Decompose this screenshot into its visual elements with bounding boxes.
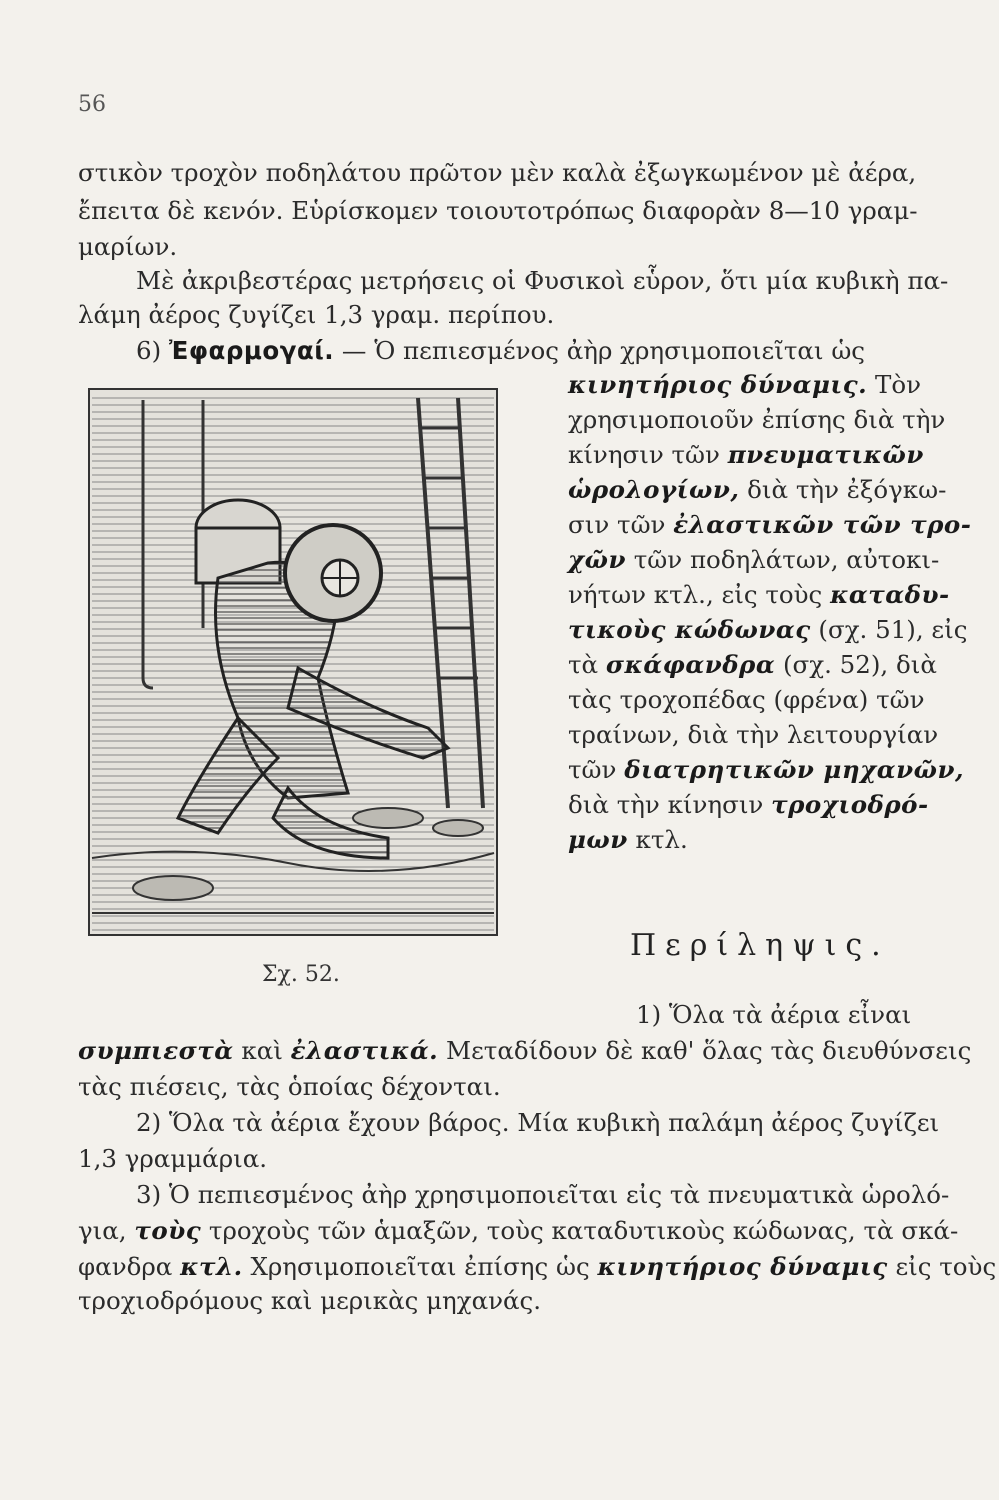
text-line xyxy=(568,650,937,680)
text-segment: τραίνων, διὰ τὴν λειτουργίαν xyxy=(568,720,939,749)
text-line xyxy=(78,1286,541,1316)
text-line: μαρίων. xyxy=(78,232,178,261)
text-segment: κίνησιν τῶν xyxy=(568,440,728,469)
text-line xyxy=(568,615,967,645)
emphasized-term: καταδυ- xyxy=(830,580,950,609)
text-segment: Τὸν xyxy=(867,370,921,399)
text-line xyxy=(78,1072,501,1102)
text-line xyxy=(78,1144,267,1174)
text-line xyxy=(568,685,925,715)
text-line xyxy=(78,1252,996,1282)
text-segment: (σχ. 51), εἰς xyxy=(810,615,968,644)
text-segment: τροχιοδρόμους καὶ μερικὰς μηχανάς. xyxy=(78,1286,542,1315)
text-segment: νήτων κτλ., εἰς τοὺς xyxy=(568,580,831,609)
text-line xyxy=(136,1180,949,1210)
text-line: στικὸν τροχὸν ποδηλάτου πρῶτον μὲν καλὰ ἐξωγκωμένον μὲ ἀέρα, xyxy=(78,158,917,187)
text-segment: τὰς πιέσεις, τὰς ὁποίας δέχονται. xyxy=(78,1072,501,1101)
text-line xyxy=(568,475,946,505)
text-segment: τῶν ποδηλάτων, αὐτοκι- xyxy=(625,545,940,574)
text-line xyxy=(568,440,924,470)
text-segment: φανδρα xyxy=(78,1252,181,1281)
text-segment: Μεταδίδουν δὲ καθ' ὅλας τὰς διευθύνσεις xyxy=(438,1036,972,1065)
text-segment: χρησιμοποιοῦν ἐπίσης διὰ τὴν xyxy=(568,405,946,434)
section-intro-text: — Ὁ πεπιεσμένος ἀὴρ χρησιμοποιεῖται ὡς xyxy=(334,336,866,365)
emphasized-term: κινητήριος δύναμις. xyxy=(568,370,868,399)
text-line xyxy=(568,825,688,855)
emphasized-term: τροχιοδρό- xyxy=(771,790,929,819)
emphasized-term: τικοὺς κώδωνας xyxy=(568,615,811,644)
summary-title: Περίληψις. xyxy=(630,928,890,963)
emphasized-term: τοὺς xyxy=(134,1216,202,1245)
emphasized-term: ἐλαστικῶν τῶν τρο- xyxy=(673,510,972,539)
text-line xyxy=(568,510,971,540)
text-segment: για, xyxy=(78,1216,135,1245)
emphasized-term: μων xyxy=(568,825,628,854)
text-line xyxy=(568,405,945,435)
text-line: λάμη ἀέρος ζυγίζει 1,3 γραμ. περίπου. xyxy=(78,300,555,329)
text-segment: τῶν xyxy=(568,755,625,784)
emphasized-term: σκάφανδρα xyxy=(605,650,776,679)
text-line xyxy=(568,720,938,750)
text-line xyxy=(568,545,939,575)
figure-caption: Σχ. 52. xyxy=(262,962,340,987)
emphasized-term: συμπιεστὰ xyxy=(78,1036,234,1065)
emphasized-term: ἐλαστικά. xyxy=(290,1036,439,1065)
text-line: ἔπειτα δὲ κενόν. Εὑρίσκομεν τοιουτοτρόπως διαφορὰν 8—10 γραμ- xyxy=(78,196,918,225)
diver-illustration xyxy=(88,388,498,936)
text-line: Μὲ ἀκριβεστέρας μετρήσεις οἱ Φυσικοὶ εὗρον, ὅτι μία κυβικὴ πα- xyxy=(136,266,949,295)
text-segment: εἰς τοὺς xyxy=(887,1252,997,1281)
text-line xyxy=(568,580,950,610)
text-line xyxy=(568,755,964,785)
text-segment: τὰς τροχοπέδας (φρένα) τῶν xyxy=(568,685,925,714)
text-segment: σιν τῶν xyxy=(568,510,674,539)
text-segment: 1) Ὅλα τὰ ἀέρια εἶναι xyxy=(636,1000,912,1029)
text-segment: 3) Ὁ πεπιεσμένος ἀὴρ χρησιμοποιεῖται εἰς τὰ πνευματικὰ ὡρολό- xyxy=(136,1180,950,1209)
page-number: 56 xyxy=(78,92,106,117)
text-line xyxy=(136,1108,939,1138)
text-segment: (σχ. 52), διὰ xyxy=(775,650,937,679)
text-line xyxy=(78,1216,958,1246)
emphasized-term: χῶν xyxy=(568,545,626,574)
text-line xyxy=(78,1036,971,1066)
text-segment: τὰ xyxy=(568,650,606,679)
text-line xyxy=(568,370,921,400)
text-segment: κτλ. xyxy=(627,825,688,854)
text-segment: Χρησιμοποιεῖται ἐπίσης ὡς xyxy=(242,1252,598,1281)
section-heading-line xyxy=(136,336,865,366)
section-heading: Ἐφαρμογαί. xyxy=(168,336,335,365)
section-number: 6) xyxy=(136,336,162,365)
emphasized-term: κτλ. xyxy=(180,1252,243,1281)
text-segment: διὰ τὴν κίνησιν xyxy=(568,790,772,819)
text-line xyxy=(636,1000,911,1030)
text-segment: τροχοὺς τῶν ἁμαξῶν, τοὺς καταδυτικοὺς κώδωνας, τὰ σκά- xyxy=(201,1216,959,1245)
text-segment: 1,3 γραμμάρια. xyxy=(78,1144,268,1173)
text-segment: 2) Ὅλα τὰ ἀέρια ἔχουν βάρος. Μία κυβικὴ παλάμη ἀέρος ζυγίζει xyxy=(136,1108,940,1137)
emphasized-term: ὡρολογίων, xyxy=(568,475,740,504)
emphasized-term: πνευματικῶν xyxy=(727,440,924,469)
text-line xyxy=(568,790,929,820)
text-segment: διὰ τὴν ἐξόγκω- xyxy=(739,475,947,504)
text-segment: καὶ xyxy=(233,1036,291,1065)
emphasized-term: διατρητικῶν μηχανῶν, xyxy=(624,755,964,784)
emphasized-term: κινητήριος δύναμις xyxy=(597,1252,888,1281)
